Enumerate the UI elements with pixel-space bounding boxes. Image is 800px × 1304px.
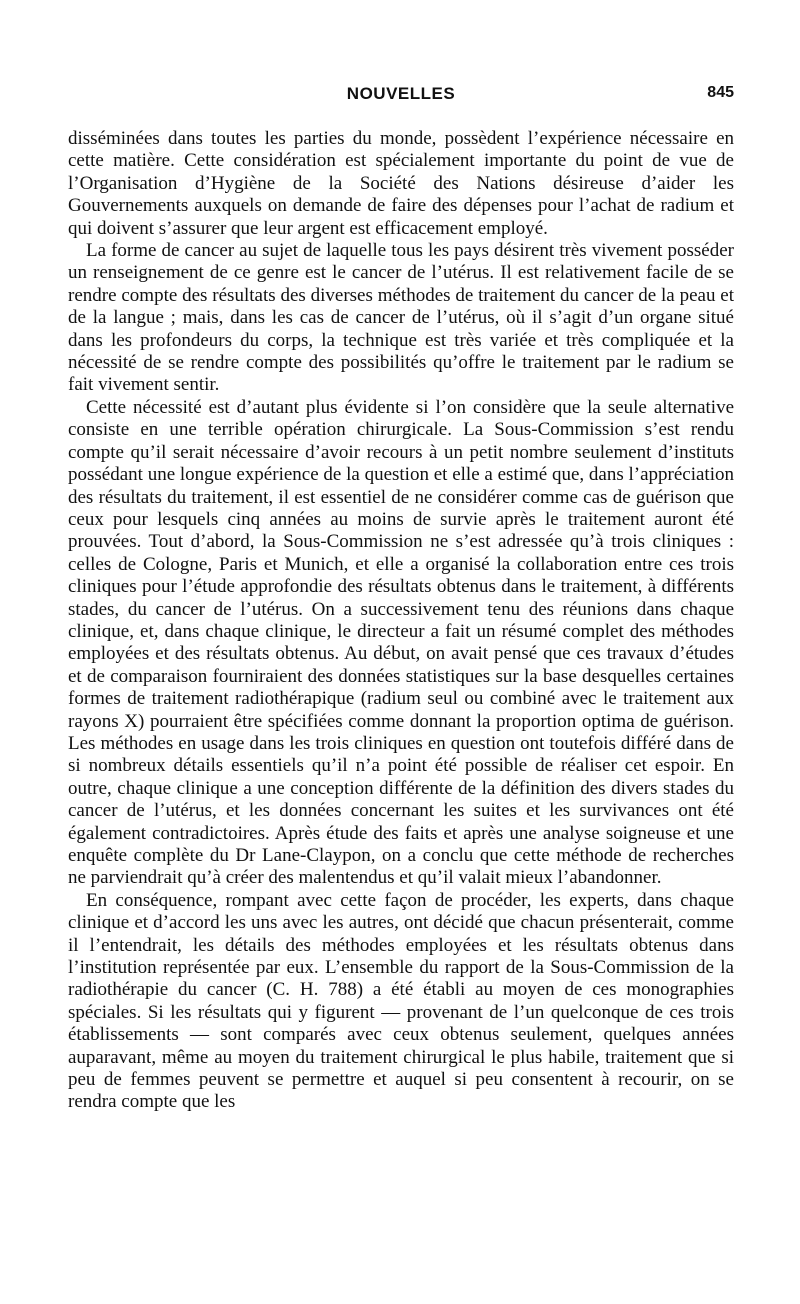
paragraph-4: En conséquence, rompant avec cette façon de procéder, les experts, dans chaque clinique et d’accord les uns avec les autres, ont décidé que chacun présenterait, comme il l’entendrait, les détails des méthodes employées et les résultats obtenus dans l’institution représentée par eux. L’ensemble du rapport de la Sous-Commission de la radiothérapie du cancer (C. H. 788) a été établi au moyen de ces monographies spéciales. Si les résultats qui y figurent — provenant de l’un quelconque de ces trois établissements — sont comparés avec ceux obtenus seulement, quelques années auparavant, même au moyen du traitement chirurgical le plus habile, traitement que si peu de femmes peuvent se permettre et auquel si peu consentent à recourir, on se rendra compte que les: [68, 889, 734, 1113]
body-text: [68, 128, 734, 1114]
page-number: 845: [707, 84, 734, 101]
running-header: [68, 84, 734, 112]
paragraph-3: Cette nécessité est d’autant plus évidente si l’on considère que la seule alternative consiste en une terrible opération chirurgicale. La Sous-Commission s’est rendu compte qu’il serait nécessaire d’avoir recours à un petit nombre seulement d’instituts possédant une longue expérience de la question et elle a estimé que, dans l’appréciation des résultats du traitement, il est essentiel de ne considérer comme cas de guérison que ceux pour lesquels cinq années au moins de survie après le traitement auront été prouvées. Tout d’abord, la Sous-Commission ne s’est adressée qu’à trois cliniques : celles de Cologne, Paris et Munich, et elle a organisé la collaboration entre ces trois cliniques pour l’étude approfondie des résultats obtenus dans le traitement, à différents stades, du cancer de l’utérus. On a successivement tenu des réunions dans chaque clinique, et, dans chaque clinique, le directeur a fait un résumé complet des méthodes employées et des résultats obtenus. Au début, on avait pensé que ces travaux d’études et de comparaison fourniraient des données statistiques sur la base desquelles certaines formes de traitement radiothérapique (radium seul ou combiné avec le traitement aux rayons X) pourraient être spécifiées comme donnant la proportion optima de guérison. Les méthodes en usage dans les trois cliniques en question ont toutefois différé dans de si nombreux détails essentiels qu’il n’a point été possible de réaliser cet espoir. En outre, chaque clinique a une conception différente de la définition des divers stades du cancer de l’utérus, et les données concernant les suites et les survivances ont été également contradictoires. Après étude des faits et après une analyse soigneuse et une enquête complète du Dr Lane-Claypon, on a conclu que cette méthode de recherches ne parviendrait qu’à créer des malentendus et qu’il valait mieux l’abandonner.: [68, 396, 734, 889]
paragraph-2: La forme de cancer au sujet de laquelle tous les pays désirent très vivement posséder un renseignement de ce genre est le cancer de l’utérus. Il est relativement facile de se rendre compte des résultats des diverses méthodes de traitement du cancer de la peau et de la langue ; mais, dans les cas de cancer de l’utérus, où il s’agit d’un organe situé dans les profondeurs du corps, la technique est très variée et très compliquée et la nécessité de se rendre compte des possibilités qu’offre le traitement par le radium se fait vivement sentir.: [68, 240, 734, 396]
paragraph-1: disséminées dans toutes les parties du monde, possèdent l’expérience nécessaire en cette matière. Cette considération est spécialement importante du point de vue de l’Organisation d’Hygiène de la Société des Nations désireuse d’aider les Gouvernements auxquels on demande de faire des dépenses pour l’achat de radium et qui doivent s’assurer que leur argent est efficacement employé.: [68, 128, 734, 239]
running-title: NOUVELLES: [346, 84, 456, 103]
